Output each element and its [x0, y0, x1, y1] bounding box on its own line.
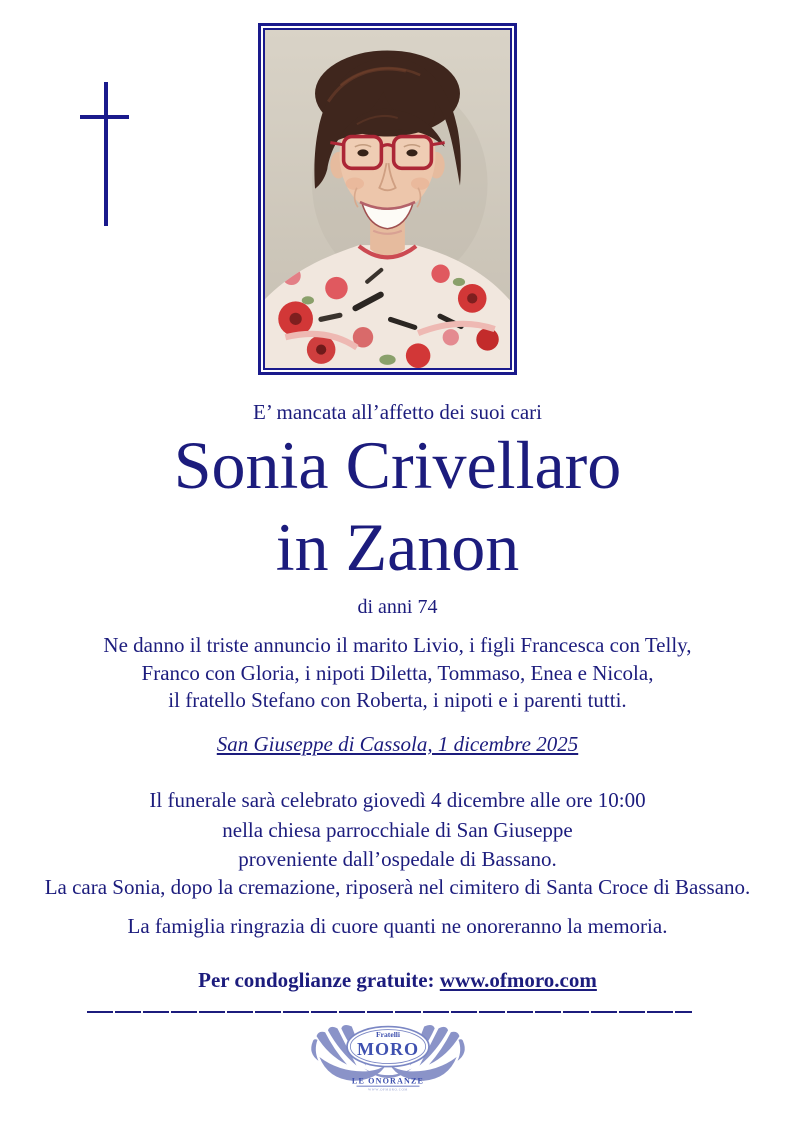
funeral-line-3: proveniente dall’ospedale di Bassano.: [238, 847, 557, 871]
place-date-line: [0, 731, 795, 758]
condolences-line: [0, 967, 795, 994]
age-line: di anni 74: [357, 596, 438, 618]
place-date-text: San Giuseppe di Cassola, 1 dicembre 2025: [216, 732, 579, 756]
funeral-home-logo: [307, 1022, 469, 1094]
portrait-illustration: [265, 30, 510, 368]
separator-line: [87, 1011, 692, 1013]
funeral-paragraph: [0, 786, 795, 875]
moro-logo-graphic: [307, 1022, 469, 1094]
cross-horizontal-bar: [80, 115, 129, 119]
condolences-link[interactable]: www.ofmoro.com: [439, 968, 597, 992]
logo-top-word: Fratelli: [375, 1030, 401, 1040]
announcement-line-2: Franco con Gloria, i nipoti Diletta, Tommaso, Enea e Nicola,: [141, 660, 654, 685]
portrait-photo: [263, 28, 512, 370]
announcement-line-1: Ne danno il triste annuncio il marito Livio, i figli Francesca con Telly,: [103, 633, 692, 657]
portrait-photo-frame: [258, 23, 517, 375]
deceased-married-name: in Zanon: [275, 509, 520, 585]
cross-vertical-bar: [104, 82, 108, 226]
intro-line: E’ mancata all’affetto dei suoi cari: [253, 400, 542, 424]
cremation-line: La cara Sonia, dopo la cremazione, riposerà nel cimitero di Santa Croce di Bassano.: [44, 875, 751, 899]
announcement-paragraph: [0, 632, 795, 715]
announcement-line-3: il fratello Stefano con Roberta, i nipoti e i parenti tutti.: [168, 688, 627, 712]
condolences-label: Per condoglianze gratuite:: [198, 968, 440, 992]
funeral-line-2: nella chiesa parrocchiale di San Giuseppe: [222, 817, 573, 842]
logo-name: MORO: [356, 1039, 420, 1060]
logo-url: WWW.OFMORO.COM: [368, 1087, 408, 1092]
logo-subtitle: LE ONORANZE: [351, 1076, 425, 1086]
deceased-name: Sonia Crivellaro: [173, 427, 622, 503]
funeral-line-1: Il funerale sarà celebrato giovedì 4 dicembre alle ore 10:00: [149, 788, 646, 812]
thanks-line: La famiglia ringrazia di cuore quanti ne onoreranno la memoria.: [127, 914, 668, 938]
cross-icon: [80, 82, 129, 226]
